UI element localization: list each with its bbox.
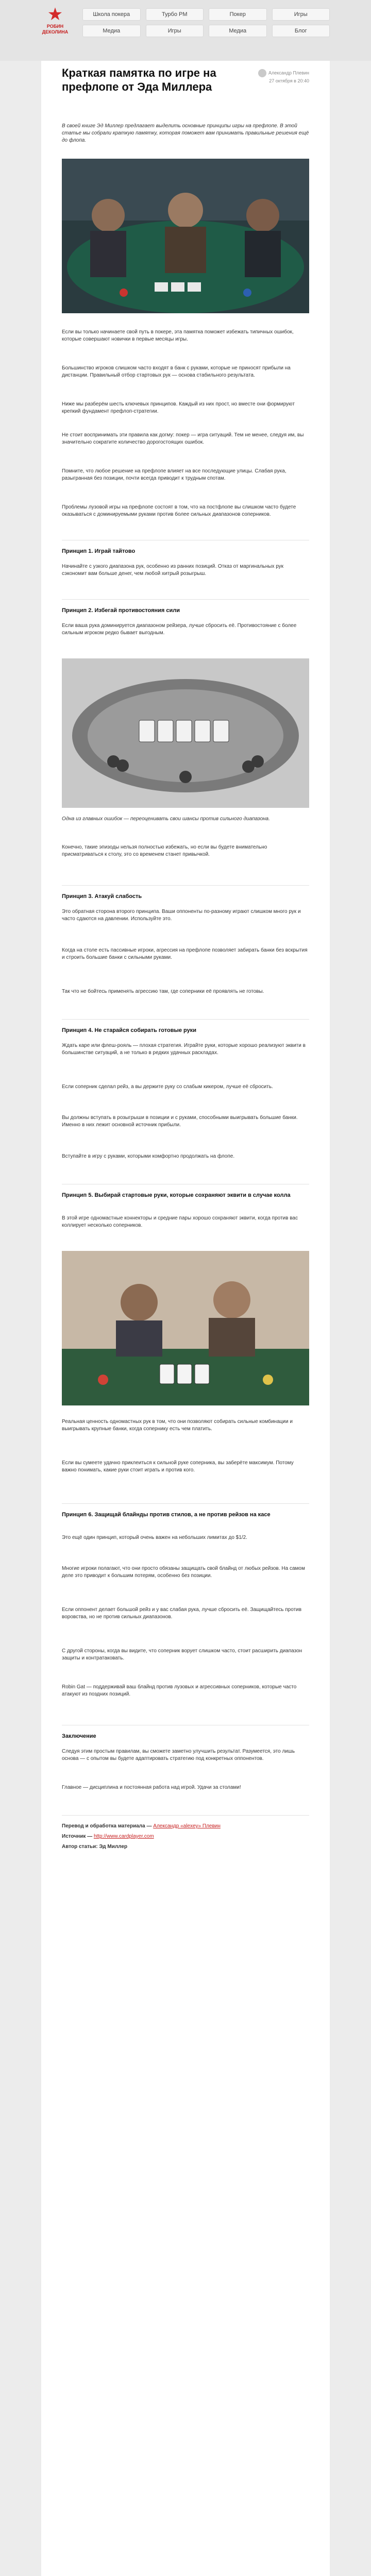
paragraph: Ждать каре или флеш-рояль — плохая стратегия. Играйте руки, которые хорошо реализуют эквити в большинстве ситуаций, а не только в редких удачных раскладах. — [62, 1043, 306, 1056]
source-link[interactable]: http://www.cardplayer.com — [93, 1834, 154, 1839]
divider — [62, 885, 309, 886]
paragraph: Это обратная сторона второго принципа. Ваши оппоненты по-разному играют слишком много рук и часто сдаются на давлении. Используйте это. — [62, 909, 301, 922]
paragraph: Так что не бойтесь применять агрессию там, где соперники её проявлять не готовы. — [62, 989, 264, 994]
intro: В своей книге Эд Миллер предлагает выделить основные принципы игры на префлопе. В этой статье мы собрали краткую памятку, которая поможет вам принимать правильные решения ещё до флопа. — [62, 123, 309, 143]
paragraph: Если ваша рука доминируется диапазоном рейзера, лучше сбросить её. Противостояние с более сильным игроком редко бывает выгодным. — [62, 623, 297, 636]
paragraph: В этой игре одномастные коннекторы и средние пары хорошо сохраняют эквити, когда против вас коллирует несколько соперников. — [62, 1215, 298, 1228]
paragraph: С другой стороны, когда вы видите, что соперник ворует слишком часто, стоит расширить диапазон защиты и контратаковать. — [62, 1648, 302, 1661]
paragraph: Вы должны вступать в розыгрыши в позиции и с руками, способными выигрывать большие банки. Именно в них лежит основной источник прибыли. — [62, 1115, 298, 1128]
hero-image — [62, 159, 309, 313]
nav-item[interactable]: Школа покера — [82, 8, 141, 21]
credits: Перевод и обработка материала — Александр «alexey» Плевин — [62, 1823, 221, 1829]
nav-item[interactable]: Покер — [209, 8, 267, 21]
article-header — [62, 66, 309, 94]
paragraph: Когда на столе есть пассивные игроки, агрессия на префлопе позволяет забирать банки без вскрытия и строить большие банки с сильными руками. — [62, 947, 308, 960]
image-caption: Одна из главных ошибок — переоценивать свои шансы против сильного диапазона. — [62, 816, 270, 822]
publish-date: 27 октября в 20:40 — [269, 78, 309, 83]
paragraph: Начинайте с узкого диапазона рук, особенно из ранних позиций. Отказ от маргинальных рук сэкономит вам больше денег, чем любой хитрый розыгрыш. — [62, 564, 284, 577]
translator-link[interactable]: Александр «alexey» Плевин — [153, 1823, 221, 1829]
divider — [62, 1019, 309, 1020]
nav-item[interactable]: Медиа — [209, 25, 267, 37]
nav-item[interactable]: Медиа — [82, 25, 141, 37]
paragraph: Большинство игроков слишком часто входят в банк с руками, которые не приносят прибыли на дистанции. Правильный отбор стартовых рук — основа стабильного результата. — [62, 365, 291, 378]
paragraph: Реальная ценность одномастных рук в том, что они позволяют собирать сильные комбинации и выигрывать крупные банки, когда сопернику есть чем платить. — [62, 1419, 293, 1432]
divider — [62, 1815, 309, 1816]
section-heading: Принцип 6. Защищай блайнды против стилов, а не против рейзов на касе — [62, 1512, 271, 1518]
paragraph: Многие игроки полагают, что они просто обязаны защищать свой блайнд от любых рейзов. На самом деле это приводит к большим потерям, особенно без позиции. — [62, 1566, 305, 1579]
players-image — [62, 1251, 309, 1405]
divider — [62, 1503, 309, 1504]
article-meta — [232, 69, 309, 84]
paragraph: Главное — дисциплина и постоянная работа над игрой. Удачи за столами! — [62, 1785, 241, 1790]
paragraph: Robin Gat — поддерживай ваш блайнд против лузовых и агрессивных соперников, которые часто атакуют из поздних позиций. — [62, 1684, 297, 1697]
section-heading: Принцип 4. Не старайся собирать готовые руки — [62, 1027, 196, 1033]
poker-table-image — [62, 658, 309, 808]
star-icon: ★ — [47, 5, 63, 24]
paragraph: Не стоит воспринимать эти правила как догму: покер — игра ситуаций. Тем не менее, следуя им, вы значительно сократите количество дорогостоящих ошибок. — [62, 432, 304, 445]
paragraph: Ниже мы разберём шесть ключевых принципов. Каждый из них прост, но вместе они формируют крепкий фундамент префлоп-стратегии. — [62, 401, 295, 414]
section-heading: Заключение — [62, 1733, 96, 1739]
paragraph: Вступайте в игру с руками, которыми комфортно продолжать на флопе. — [62, 1154, 235, 1159]
section-heading: Принцип 2. Избегай противостояния сили — [62, 607, 180, 614]
paragraph: Конечно, такие эпизоды нельзя полностью избежать, но если вы будете внимательно присматриваться к столу, это со временем станет привычкой. — [62, 844, 267, 857]
paragraph: Проблемы лузовой игры на префлопе состоят в том, что на постфлопе вы слишком часто будете оказываться с доминируемыми руками против более сильных диапазонов соперников. — [62, 504, 296, 517]
paragraph: Следуя этим простым правилам, вы сможете заметно улучшить результат. Разумеется, это лишь основа — с опытом вы будете адаптировать стратегию под конкретных оппонентов. — [62, 1749, 295, 1761]
author-name[interactable]: Александр Плевин — [268, 70, 309, 76]
paragraph: Если соперник сделал рейз, а вы держите руку со слабым кикером, лучше её сбросить. — [62, 1084, 273, 1090]
section-heading: Принцип 1. Играй тайтово — [62, 548, 136, 554]
divider — [62, 599, 309, 600]
section-heading: Принцип 5. Выбирай стартовые руки, которые сохраняют эквити в случае колла — [62, 1192, 291, 1198]
nav-item[interactable]: Игры — [146, 25, 204, 37]
article-card — [41, 61, 330, 2576]
nav-item[interactable]: Блог — [272, 25, 330, 37]
paragraph: Если вы только начинаете свой путь в покере, эта памятка поможет избежать типичных ошибок, которые совершают новички в первые месяцы игры. — [62, 329, 294, 342]
paragraph: Если вы сумеете удачно приклеиться к сильной руке соперника, вы заберёте максимум. Потому важно понимать, какие руки стоит играть и против кого. — [62, 1460, 294, 1473]
site-header — [0, 0, 371, 61]
article-author: Автор статьи: Эд Миллер — [62, 1844, 128, 1850]
avatar[interactable] — [258, 69, 266, 77]
nav-item[interactable]: Игры — [272, 8, 330, 21]
paragraph: Помните, что любое решение на префлопе влияет на все последующие улицы. Слабая рука, разыгранная без позиции, почти всегда приводит к трудным спотам. — [62, 468, 286, 481]
section-heading: Принцип 3. Атакуй слабость — [62, 893, 142, 900]
site-logo[interactable]: ★ РОБИН ДЕКОЛИНА — [37, 5, 73, 35]
main-nav — [82, 8, 330, 37]
paragraph: Это ещё один принцип, который очень важен на небольших лимитах до $1/2. — [62, 1535, 247, 1540]
source: Источник — http://www.cardplayer.com — [62, 1834, 154, 1839]
paragraph: Если оппонент делает большой рейз и у вас слабая рука, лучше сбросить её. Защищайтесь против воровства, но не против сильных диапазонов. — [62, 1607, 302, 1620]
article-title: Краткая памятка по игре на префлопе от Эда Миллера — [62, 66, 216, 93]
nav-item[interactable]: Турбо PM — [146, 8, 204, 21]
